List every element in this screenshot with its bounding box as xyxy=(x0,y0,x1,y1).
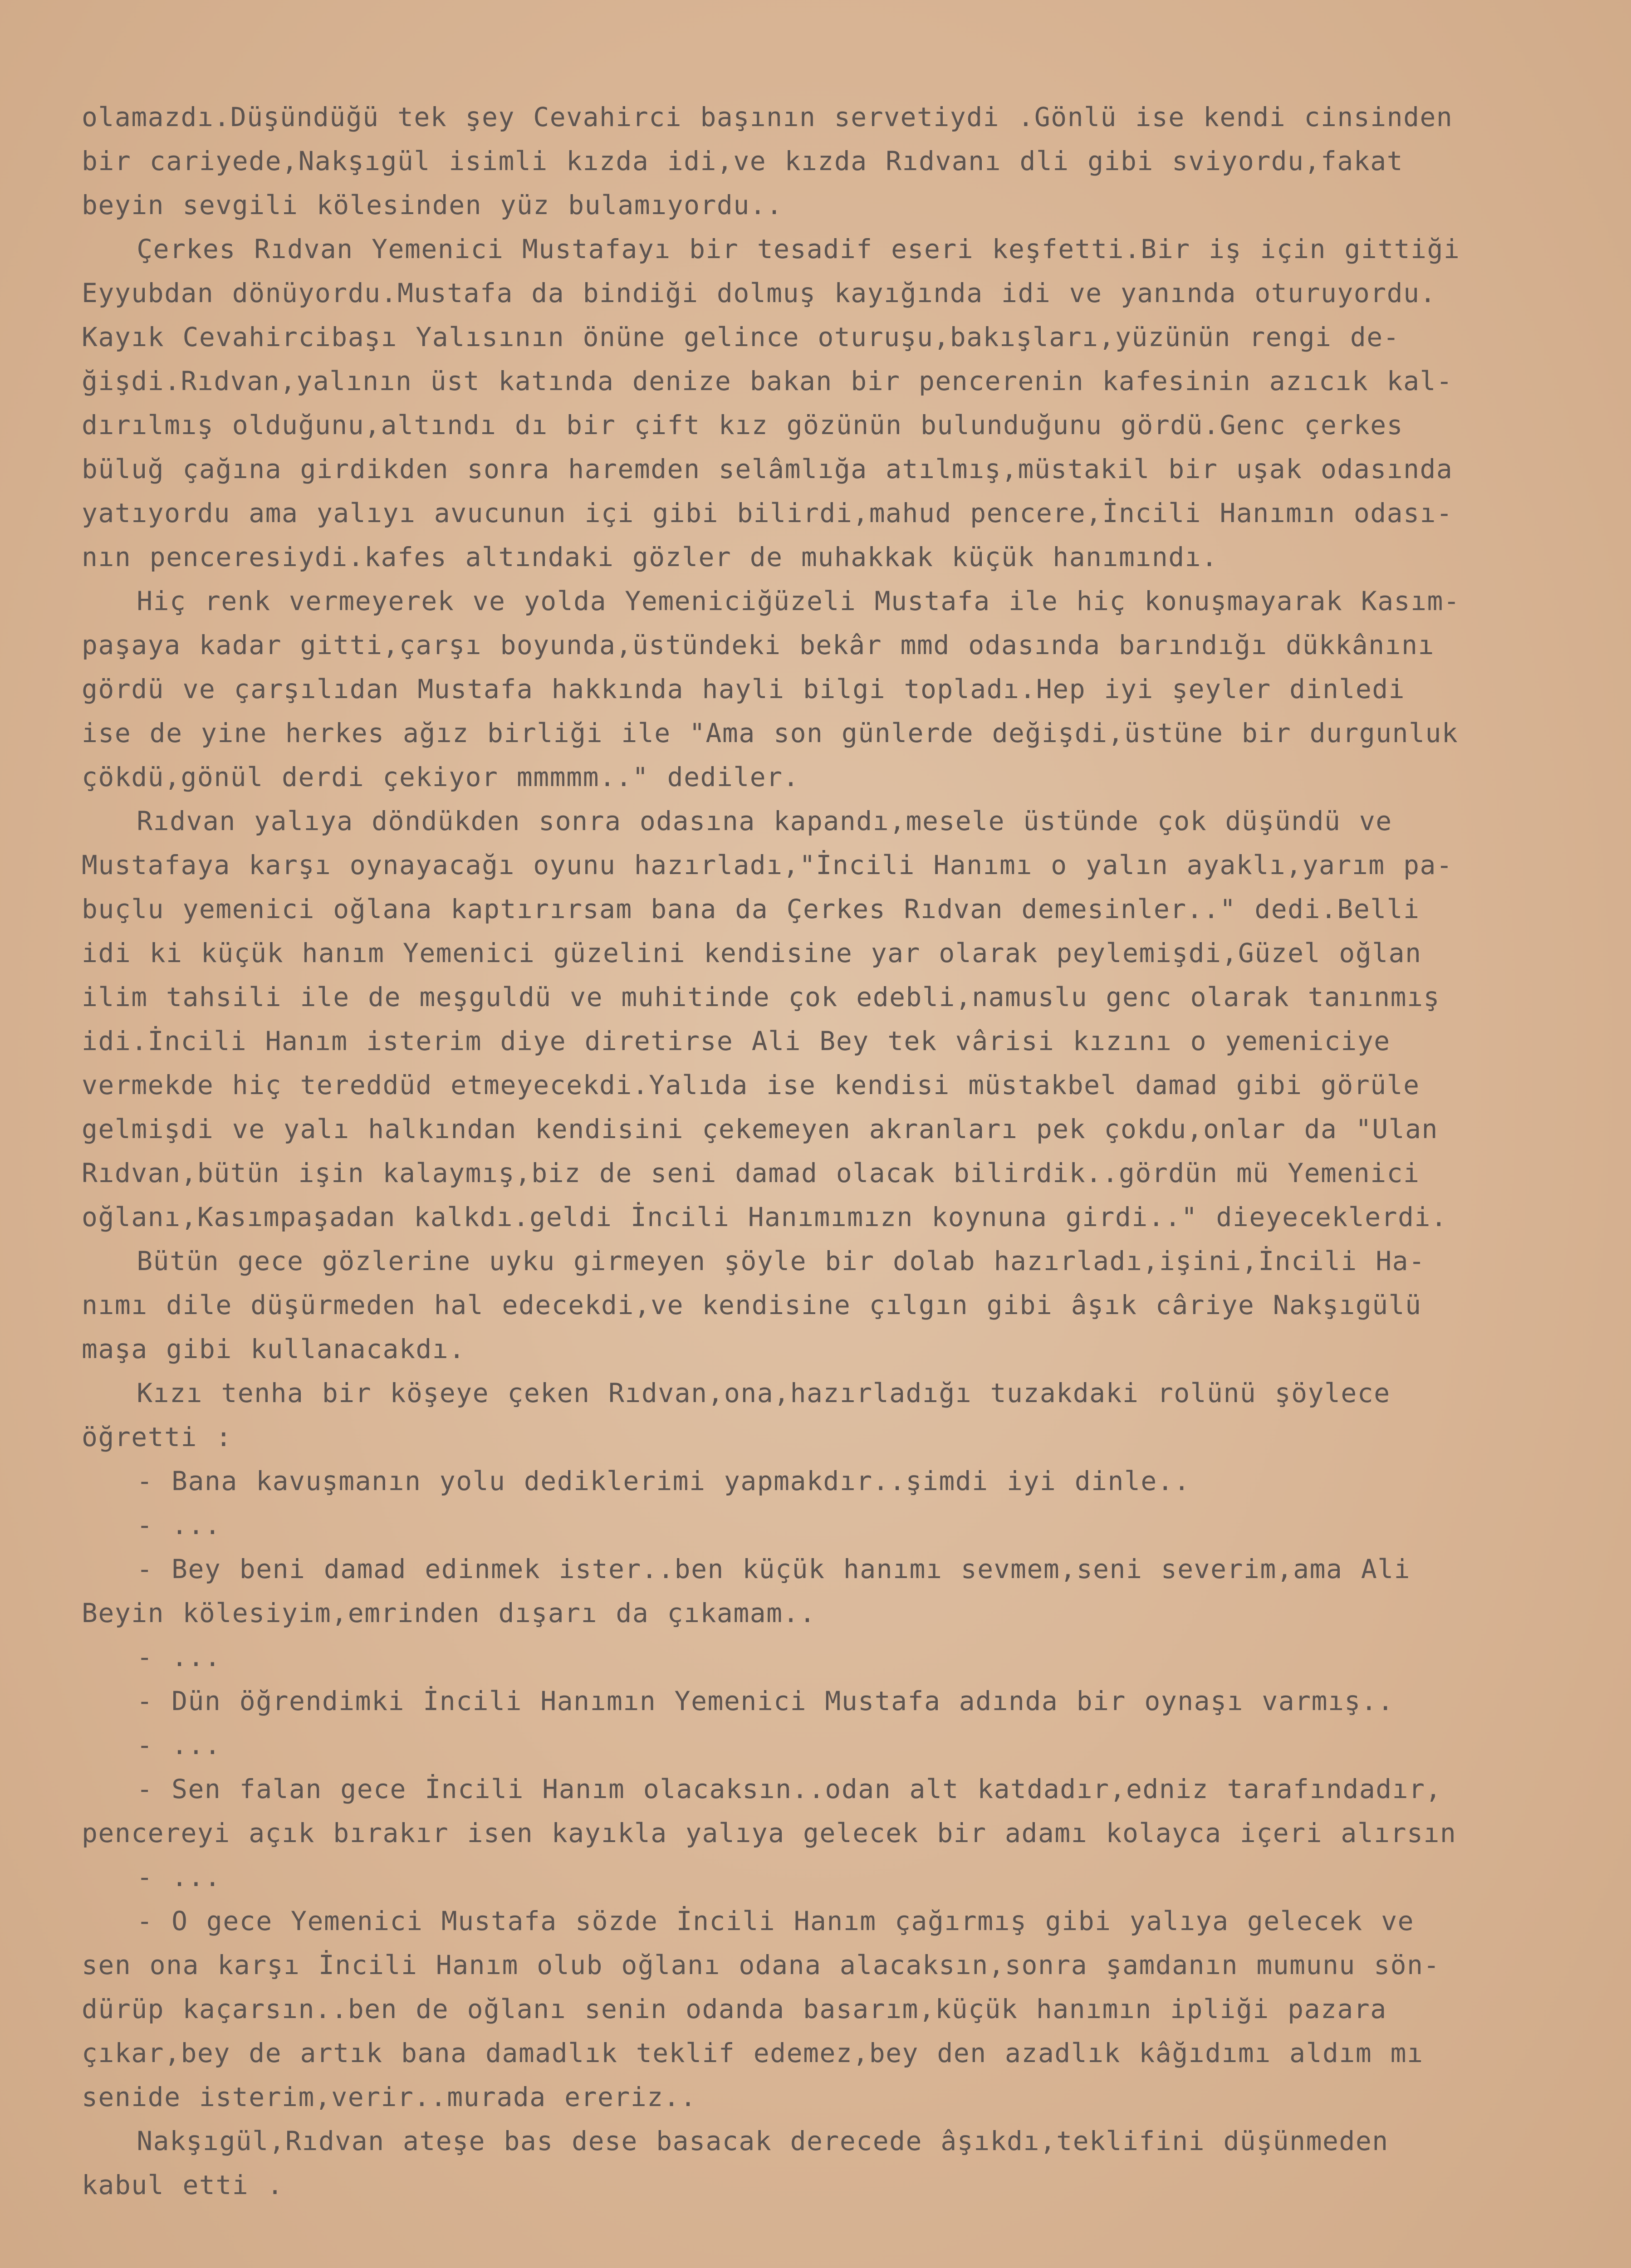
text-line: Rıdvan yalıya döndükden sonra odasına kapandı,mesele üstünde çok düşündü ve xyxy=(82,806,1392,836)
text-line: pencereyi açık bırakır isen kayıkla yalıya gelecek bir adamı kolayca içeri alırsın xyxy=(82,1818,1457,1848)
text-line: dırılmış olduğunu,altındı dı bir çift kız gözünün bulunduğunu gördü.Genc çerkes xyxy=(82,410,1404,440)
text-line: büluğ çağına girdikden sonra haremden selâmlığa atılmış,müstakil bir uşak odasında xyxy=(82,454,1453,484)
text-line: paşaya kadar gitti,çarşı boyunda,üstündeki bekâr mmd odasında barındığı dükkânını xyxy=(82,630,1435,660)
text-line: gelmişdi ve yalı halkından kendisini çekemeyen akranları pek çokdu,onlar da "Ulan xyxy=(82,1114,1438,1144)
text-line: Çerkes Rıdvan Yemenici Mustafayı bir tesadif eseri keşfetti.Bir iş için gittiği xyxy=(82,234,1460,264)
page-text xyxy=(82,95,1567,2207)
text-line: - Sen falan gece İncili Hanım olacaksın..odan alt katdadır,edniz tarafındadır, xyxy=(82,1774,1442,1804)
text-line: Mustafaya karşı oynayacağı oyunu hazırladı,"İncili Hanımı o yalın ayaklı,yarım pa- xyxy=(82,850,1453,880)
text-line: sen ona karşı İncili Hanım olub oğlanı odana alacaksın,sonra şamdanın mumunu sön- xyxy=(82,1950,1440,1980)
text-line: oğlanı,Kasımpaşadan kalkdı.geldi İncili Hanımımızn koynuna girdi.." dieyeceklerdi. xyxy=(82,1202,1448,1232)
text-line: - ... xyxy=(82,1862,221,1892)
text-line: Eyyubdan dönüyordu.Mustafa da bindiği dolmuş kayığında idi ve yanında oturuyordu. xyxy=(82,278,1436,308)
text-line: - Bana kavuşmanın yolu dediklerimi yapmakdır..şimdi iyi dinle.. xyxy=(82,1466,1190,1496)
text-line: çıkar,bey de artık bana damadlık teklif edemez,bey den azadlık kâğıdımı aldım mı xyxy=(82,2038,1424,2068)
text-line: - Dün öğrendimki İncili Hanımın Yemenici Mustafa adında bir oynaşı varmış.. xyxy=(82,1686,1394,1716)
text-line: olamazdı.Düşündüğü tek şey Cevahirci başının servetiydi .Gönlü ise kendi cinsinden xyxy=(82,102,1453,132)
text-line: senide isterim,verir..murada ereriz.. xyxy=(82,2082,697,2112)
text-line: gördü ve çarşılıdan Mustafa hakkında hayli bilgi topladı.Hep iyi şeyler dinledi xyxy=(82,674,1406,704)
text-line: beyin sevgili kölesinden yüz bulamıyordu.. xyxy=(82,190,783,220)
text-line: ğişdi.Rıdvan,yalının üst katında denize bakan bir pencerenin kafesinin azıcık kal- xyxy=(82,366,1453,396)
text-line: Nakşıgül,Rıdvan ateşe bas dese basacak derecede âşıkdı,teklifini düşünmeden xyxy=(82,2126,1389,2156)
text-line: yatıyordu ama yalıyı avucunun içi gibi bilirdi,mahud pencere,İncili Hanımın odası- xyxy=(82,498,1453,528)
text-line: - ... xyxy=(82,1510,221,1540)
text-line: - O gece Yemenici Mustafa sözde İncili Hanım çağırmış gibi yalıya gelecek ve xyxy=(82,1906,1415,1936)
text-line: Bütün gece gözlerine uyku girmeyen şöyle bir dolab hazırladı,işini,İncili Ha- xyxy=(82,1246,1425,1276)
text-line: maşa gibi kullanacakdı. xyxy=(82,1334,465,1364)
text-line: - ... xyxy=(82,1730,221,1760)
text-line: bir cariyede,Nakşıgül isimli kızda idi,ve kızda Rıdvanı dli gibi sviyordu,fakat xyxy=(82,146,1404,176)
text-line: Kayık Cevahircibaşı Yalısının önüne gelince oturuşu,bakışları,yüzünün rengi de- xyxy=(82,322,1400,352)
text-line: vermekde hiç tereddüd etmeyecekdi.Yalıda ise kendisi müstakbel damad gibi görüle xyxy=(82,1070,1420,1100)
text-line: idi.İncili Hanım isterim diye diretirse Ali Bey tek vârisi kızını o yemeniciye xyxy=(82,1026,1391,1056)
text-line: dürüp kaçarsın..ben de oğlanı senin odanda basarım,küçük hanımın ipliği pazara xyxy=(82,1994,1387,2024)
text-line: Rıdvan,bütün işin kalaymış,biz de seni damad olacak bilirdik..gördün mü Yemenici xyxy=(82,1158,1420,1188)
text-line: ise de yine herkes ağız birliği ile "Ama son günlerde değişdi,üstüne bir durgunluk xyxy=(82,718,1459,748)
text-line: çökdü,gönül derdi çekiyor mmmmm.." dediler. xyxy=(82,762,800,792)
text-line: ilim tahsili ile de meşguldü ve muhitinde çok edebli,namuslu genc olarak tanınmış xyxy=(82,982,1440,1012)
text-line: nımı dile düşürmeden hal edecekdi,ve kendisine çılgın gibi âşık câriye Nakşıgülü xyxy=(82,1290,1422,1320)
text-line: buçlu yemenici oğlana kaptırırsam bana da Çerkes Rıdvan demesinler.." dedi.Belli xyxy=(82,894,1420,924)
text-line: Kızı tenha bir köşeye çeken Rıdvan,ona,hazırladığı tuzakdaki rolünü şöylece xyxy=(82,1378,1391,1408)
text-line: nın penceresiydi.kafes altındaki gözler de muhakkak küçük hanımındı. xyxy=(82,542,1218,572)
text-line: - ... xyxy=(82,1642,221,1672)
text-line: Beyin kölesiyim,emrinden dışarı da çıkamam.. xyxy=(82,1598,816,1628)
text-line: - Bey beni damad edinmek ister..ben küçük hanımı sevmem,seni severim,ama Ali xyxy=(82,1554,1411,1584)
text-line: idi ki küçük hanım Yemenici güzelini kendisine yar olarak peylemişdi,Güzel oğlan xyxy=(82,938,1422,968)
text-line: Hiç renk vermeyerek ve yolda Yemeniciğüzeli Mustafa ile hiç konuşmayarak Kasım- xyxy=(82,586,1460,616)
text-line: öğretti : xyxy=(82,1422,232,1452)
text-line: kabul etti . xyxy=(82,2170,284,2200)
